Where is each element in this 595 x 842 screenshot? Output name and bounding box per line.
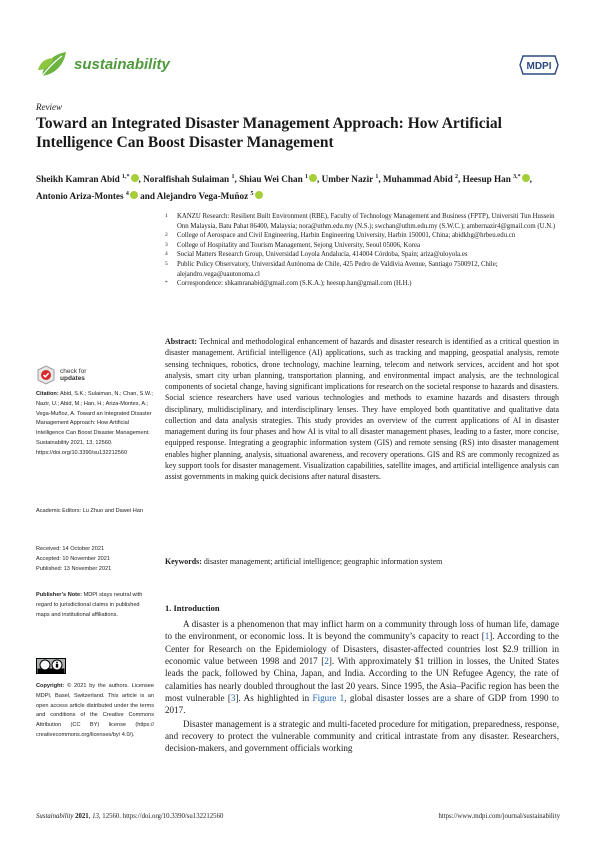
reference-link-3[interactable]: 3 [230,693,236,704]
intro-text-segment: , global disaster losses are a share of GDP from 1990 to 2017. [165,693,559,716]
citation-label: Citation: [36,391,59,397]
author-list [36,170,561,204]
publisher-note-text: MDPI stays neutral with regard to jurisdictional claims in published maps and institutional affiliations. [36,592,143,618]
keywords-text: disaster management; artificial intelligence; geographic information system [203,557,443,566]
affiliations [165,212,560,289]
affiliation-text: Correspondence: shkamranabid@gmail.com (S.K.A.); heesup.han@gmail.com (H.H.) [177,280,412,288]
footer-doi: , 12560. https://doi.org/10.3390/su132212560 [98,813,224,820]
academic-editors: Academic Editors: Lu Zhuo and Dawei Han [36,508,143,514]
intro-text-segment: ]. As highlighted in [235,693,313,704]
intro-text-segment: ]. According to the Center for Research on the Epidemiology of Disasters, disaster-affected countries lost $2.9 trillion in economic value between 1998 and 2017 [ [165,631,559,667]
citation-text: Abid, S.K.; Sulaiman, N.; Chan, S.W.; Nazir, U.; Abid, M.; Han, H.; Ariza-Montes, A.; Vega-Muñoz, A. Toward an Integrated Disaster Management Approach: How Artificial Intelligence Can Boost Disaster Management. Sustainability 2021, 13, 12560. https://doi.org/10.3390/su132212560 [36,391,153,456]
copyright-label: Copyright: [36,683,65,689]
author-affiliation-marker: 1,* [122,174,130,180]
author-affiliation-marker: 1 [305,174,309,180]
author-affiliation-marker: 1 [375,174,379,180]
mdpi-logo [519,55,559,75]
affiliation-number: 2 [165,232,168,239]
affiliation-item [165,250,560,260]
author-affiliation-marker: 3,* [513,174,521,180]
author-separator: , [457,174,461,185]
affiliation-number: 3 [165,241,168,248]
check-for-updates-button[interactable] [36,364,86,386]
publisher-note-label: Publisher’s Note: [36,592,83,598]
author-name: Alejandro Vega-Muñoz [156,191,249,202]
copyright-text: © 2021 by the authors. Licensee MDPI, Basel, Switzerland. This article is an open access article distributed under the terms and conditions of the Creative Commons Attribution (CC BY) license (https:// creativecommons.org/licenses/by/ 4.0/). [36,683,154,738]
abstract-text: Technical and methodological enhancement of hazards and disaster research is identified as a critical question in disaster management. Artificial intelligence (AI) applications, such as tracking and mapping, geospatial analysis, remote sensing techniques, robotics, drone technology, machine learning, telecom and network services, accident and hot spot analysis, smart city urban planning, transportation planning, and environmental impact analysis, are the technological components of societal change, having significant implications for research on the societal response to hazards and disasters. Social science researchers have used various technologies and methods to examine hazards and disasters through disciplinary, multidisciplinary, and interdisciplinary lenses. They have employed both quantitative and qualitative data collection and data analysis strategies. This study provides an overview of the current applications of AI in disaster management during its four phases and how AI is vital to all disaster management phases, leading to a faster, more concise, equipped response. Integrating a geographic information system (GIS) and remote sensing (RS) into disaster management enables higher planning, analysis, situational awareness, and recovery operations. GIS and RS are commonly recognized as key support tools for disaster management. Visualization capabilities, satellite images, and artificial intelligence analysis can assist governments in making quick decisions after natural disasters. [165,337,559,481]
check-updates-line1: check for [60,367,87,375]
figure-link-1[interactable]: Figure 1 [312,693,345,704]
affiliation-number: * [165,280,168,287]
intro-paragraph-1 [165,618,559,717]
check-updates-icon [36,364,56,386]
affiliation-number: 1 [165,213,168,219]
author-name: Noralfishah Sulaiman [143,174,230,185]
orcid-icon[interactable] [255,191,263,199]
intro-text-segment: ]. With approximately $1 trillion in losses, the United States leads the pack, followed by China, Japan, and India. According to the UN Refugee Agency, the rate of calamities has nearly doubled throughout the last 20 years. Since 1995, the Asia–Pacific region has been the most vulnerable [ [165,656,559,704]
accepted-date: Accepted: 10 November 2021 [36,555,111,562]
affiliation-item [165,260,560,279]
abstract-label: Abstract: [165,337,197,346]
intro-paragraph-2: Disaster management is a strategic and multi-faceted procedure for mitigation, preparedness, response, and recovery to protect the vulnerable community and critical intrastate from any disaster. Researchers, decision-makers, and government officials working [165,718,559,754]
orcid-icon[interactable] [522,174,532,185]
author-affiliation-marker: 2 [454,174,458,180]
author-name: Antonio Ariza-Montes [36,191,124,202]
orcid-icon[interactable] [309,174,320,185]
footer-url[interactable]: https://www.mdpi.com/journal/sustainability [438,813,560,820]
orcid-icon[interactable] [131,174,141,185]
affiliation-text: College of Hospitality and Tourism Management, Sejong University, Seoul 05006, Korea [177,241,421,249]
journal-name: sustainability [74,55,170,73]
received-date: Received: 14 October 2021 [36,546,105,552]
author-separator: , [138,174,141,185]
page-footer [36,813,560,820]
affiliation-text: Public Policy Observatory, Universidad Autónoma de Chile, 425 Pedro de Valdivia Avenue, Santiago 7500912, Chile; alejandro.vega@uautonoma.cl [177,260,498,278]
author-separator: , [234,174,237,185]
affiliation-text: Social Matters Research Group, Universidad Loyola Andalucía, 414004 Córdoba, Spain; ariza@uloyola.es [177,251,468,259]
author-affiliation-marker: 4 [125,191,129,198]
mdpi-logo-text: MDPI [526,61,552,72]
section-heading-introduction: 1. Introduction [165,603,220,613]
abstract [165,336,559,482]
affiliation-item [165,212,560,231]
publication-dates [36,545,154,574]
copyright-block [36,682,154,741]
check-updates-line2: updates [60,375,85,382]
footer-volume: 13 [92,813,99,820]
footer-year: 2021 [75,813,89,820]
affiliation-item [165,241,560,251]
author-affiliation-marker: 1 [231,174,235,180]
article-type: Review [36,102,62,112]
author-separator: and [137,191,155,202]
cc-by-icon[interactable] [36,658,66,674]
citation-block [36,390,154,459]
article-title: Toward an Integrated Disaster Management Approach: How Artificial Intelligence Can Boost Disaster Management [36,115,502,151]
publisher-note [36,591,154,620]
intro-text-segment: A disaster is a phenomenon that may inflict harm on a community through loss of human life, damage to the environment, or economic loss. It is beyond the community’s capacity to react [ [165,619,559,642]
keywords-label: Keywords: [165,557,202,566]
author-separator: , [529,174,532,185]
author-name: Muhammad Abid [382,174,453,185]
keywords [165,556,559,567]
published-date: Published: 13 November 2021 [36,565,112,572]
introduction-body [165,618,559,755]
footer-journal: Sustainability [36,813,74,820]
affiliation-text: College of Aerospace and Civil Engineering, Harbin Engineering University, Harbin 150001, China; abidkhg@hrbeu.edu.cn [177,232,516,240]
journal-logo [36,48,170,80]
author-name: Sheikh Kamran Abid [36,174,120,185]
author-name: Shiau Wei Chan [239,174,303,185]
author-affiliation-marker: 5 [250,191,254,198]
orcid-icon[interactable] [130,191,138,199]
affiliation-text: KANZU Research: Resilient Built Environment (RBE), Faculty of Technology Management and Business (FPTP), Universiti Tun Hussein Onn Malaysia, Batu Pahat 86400, Malaysia; nora@uthm.edu.my (N.S.); swchan@uthm.edu.my (S.W.C.); ambernazir4@gmail.com (U.N.) [177,213,556,230]
footer-citation: Sustainability 2021, 13, 12560. https://doi.org/10.3390/su132212560 [36,813,224,820]
affiliation-number: 4 [165,251,168,258]
author-separator: , [378,174,381,185]
author-separator: , [317,174,320,185]
reference-link-1[interactable]: 1 [484,631,490,642]
affiliation-item [165,279,560,289]
affiliation-item [165,231,560,241]
author-name: Umber Nazir [321,174,374,185]
reference-link-2[interactable]: 2 [324,656,329,667]
leaf-icon [36,48,68,80]
author-name: Heesup Han [462,174,511,185]
affiliation-number: 5 [165,260,168,267]
